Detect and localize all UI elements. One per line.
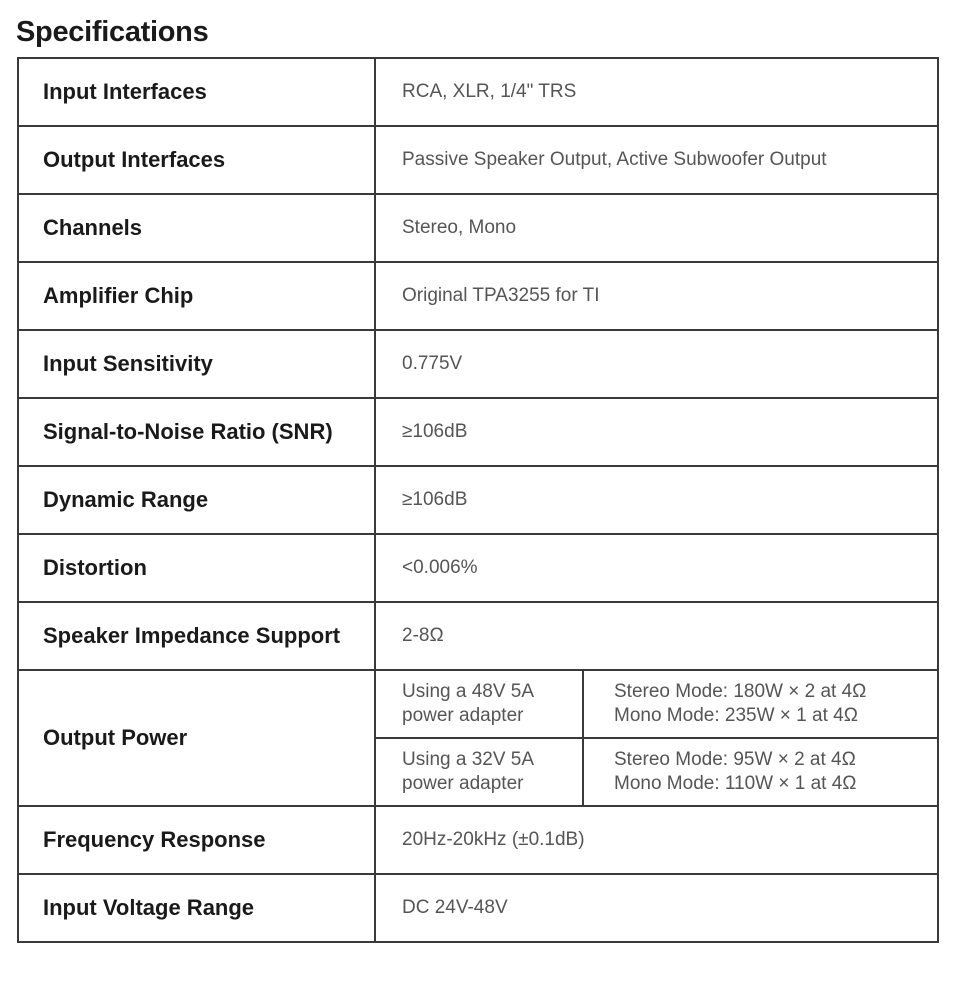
spec-label: Amplifier Chip (18, 262, 375, 330)
spec-label: Input Voltage Range (18, 874, 375, 942)
spec-row-output-power-48v (18, 670, 938, 738)
spec-value: Passive Speaker Output, Active Subwoofer Output (375, 126, 938, 194)
page-title: Specifications (16, 16, 209, 48)
spec-value: ≥106dB (375, 398, 938, 466)
spec-row-output-interfaces (18, 126, 938, 194)
spec-value: Stereo, Mono (375, 194, 938, 262)
spec-row-amplifier-chip (18, 262, 938, 330)
spec-label: Channels (18, 194, 375, 262)
spec-label: Output Interfaces (18, 126, 375, 194)
mono-mode-value: Mono Mode: 110W × 1 at 4Ω (614, 773, 857, 794)
adapter-line: power adapter (402, 705, 524, 726)
power-mode-cell (583, 670, 938, 738)
spec-row-speaker-impedance (18, 602, 938, 670)
spec-label: Output Power (18, 670, 375, 806)
spec-label: Frequency Response (18, 806, 375, 874)
spec-label: Dynamic Range (18, 466, 375, 534)
spec-row-input-interfaces (18, 58, 938, 126)
stereo-mode-value: Stereo Mode: 95W × 2 at 4Ω (614, 749, 856, 770)
spec-label: Speaker Impedance Support (18, 602, 375, 670)
spec-label: Input Sensitivity (18, 330, 375, 398)
stereo-mode-value: Stereo Mode: 180W × 2 at 4Ω (614, 681, 867, 702)
mono-mode-value: Mono Mode: 235W × 1 at 4Ω (614, 705, 858, 726)
spec-value: ≥106dB (375, 466, 938, 534)
spec-label: Signal-to-Noise Ratio (SNR) (18, 398, 375, 466)
spec-value: Original TPA3255 for TI (375, 262, 938, 330)
spec-row-frequency-response (18, 806, 938, 874)
spec-value: 2-8Ω (375, 602, 938, 670)
spec-value: 20Hz-20kHz (±0.1dB) (375, 806, 938, 874)
spec-label: Distortion (18, 534, 375, 602)
adapter-line: Using a 32V 5A (402, 749, 535, 770)
power-adapter-cell (375, 670, 583, 738)
adapter-line: power adapter (402, 773, 524, 794)
spec-row-dynamic-range (18, 466, 938, 534)
spec-row-channels (18, 194, 938, 262)
spec-row-input-sensitivity (18, 330, 938, 398)
spec-value: 0.775V (375, 330, 938, 398)
spec-row-distortion (18, 534, 938, 602)
spec-value: RCA, XLR, 1/4" TRS (375, 58, 938, 126)
power-adapter-cell (375, 738, 583, 806)
adapter-line: Using a 48V 5A (402, 681, 535, 702)
specifications-table (17, 57, 939, 943)
power-mode-cell (583, 738, 938, 806)
spec-row-snr (18, 398, 938, 466)
spec-value: <0.006% (375, 534, 938, 602)
spec-value: DC 24V-48V (375, 874, 938, 942)
spec-label: Input Interfaces (18, 58, 375, 126)
spec-row-input-voltage-range (18, 874, 938, 942)
